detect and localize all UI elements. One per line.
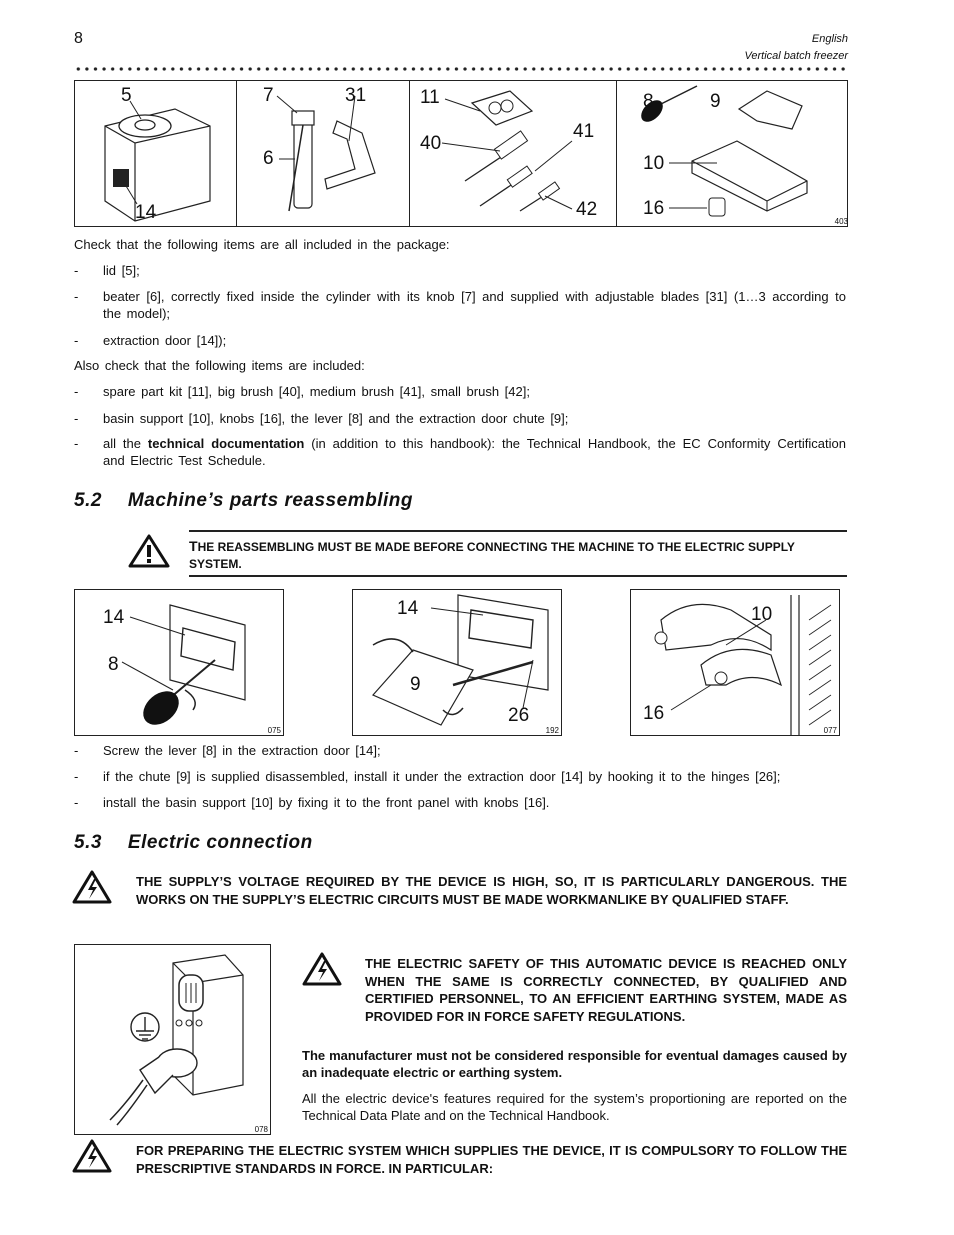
- figure-plug: [74, 944, 271, 1135]
- list-item: - all the technical documentation (in addition to this handbook): the Technical Handbook, the EC Conformity Certification and Electric Test Schedule.: [74, 436, 846, 468]
- manufacturer-note: The manufacturer must not be considered responsible for eventual damages caused by an inadequate electric or earthing system.: [302, 1048, 847, 1080]
- list-item: - lid [5];: [74, 263, 140, 278]
- package-intro: Check that the following items are all included in the package:: [74, 237, 450, 252]
- figure-chute: [352, 589, 562, 736]
- figure-label: 8: [108, 654, 119, 675]
- electric-hazard-icon: [302, 952, 342, 986]
- figure-label: 14: [135, 202, 157, 223]
- figure-label: 16: [643, 198, 665, 219]
- list-item: - extraction door [14]);: [74, 333, 227, 348]
- chute-illustration: [353, 590, 561, 735]
- figure-label: 26: [508, 705, 530, 726]
- list-item: - Screw the lever [8] in the extraction door [14];: [74, 743, 381, 758]
- figure-label: 6: [263, 148, 274, 169]
- reassembling-warning: THE REASSEMBLING MUST BE MADE BEFORE CONNECTING THE MACHINE TO THE ELECTRIC SUPPLY SYSTEM.: [189, 530, 847, 577]
- figure-label: 7: [263, 85, 274, 106]
- section-heading: 5.2 Machine’s parts reassembling: [74, 490, 413, 511]
- parts-figure: [74, 80, 848, 227]
- warning-triangle-icon: [128, 534, 170, 568]
- voltage-warning: THE SUPPLY’S VOLTAGE REQUIRED BY THE DEVICE IS HIGH, SO, IT IS PARTICULARLY DANGEROUS. THE WORKS ON THE SUPPLY’S ELECTRIC CIRCUITS MUST BE MADE WORKMANLIKE BY QUALIFIED STAFF.: [136, 874, 847, 907]
- package-intro-2: Also check that the following items are included:: [74, 358, 365, 373]
- figure-label: 42: [576, 199, 598, 220]
- list-item: - install the basin support [10] by fixing it to the front panel with knobs [16].: [74, 795, 550, 810]
- figure-label: 5: [121, 85, 132, 106]
- figure-basin-support: [630, 589, 840, 736]
- page-number: 8: [74, 30, 83, 47]
- electric-hazard-icon: [72, 870, 112, 904]
- figure-label: 14: [103, 607, 125, 628]
- figure-code: 075: [267, 726, 281, 735]
- figure-code: 078: [254, 1125, 268, 1134]
- figure-label: 10: [643, 153, 665, 174]
- figure-lever: [74, 589, 284, 736]
- features-note: All the electric device's features required for the system’s proportioning are reported on the Technical Data Plate and on the Technical Handbook.: [302, 1091, 847, 1123]
- header-language: English: [811, 33, 848, 45]
- figure-code: 403: [834, 217, 848, 226]
- section-heading: 5.3 Electric connection: [74, 832, 313, 853]
- figure-beater-panel: [237, 81, 410, 226]
- figure-brushes-panel: [410, 81, 617, 226]
- figure-label: 11: [420, 87, 440, 108]
- figure-label: 9: [710, 91, 721, 112]
- figure-label: 31: [345, 85, 367, 106]
- list-item: - if the chute [9] is supplied disassembled, install it under the extraction door [14] by hooking it to the hinges [26];: [74, 769, 781, 784]
- figure-label: 16: [643, 703, 665, 724]
- figure-label: 14: [397, 598, 419, 619]
- earthing-warning: THE ELECTRIC SAFETY OF THIS AUTOMATIC DEVICE IS REACHED ONLY WHEN THE SAME IS CORRECTLY CONNECTED, BY QUALIFIED AND CERTIFIED PERSONNEL, TO AN EFFICIENT EARTHING SYSTEM, MADE AS PROVIDED FOR IN FORCE SAFETY REGULATIONS.: [365, 956, 847, 1024]
- figure-code: 077: [823, 726, 837, 735]
- electric-hazard-icon: [72, 1139, 112, 1173]
- list-item: - beater [6], correctly fixed inside the cylinder with its knob [7] and supplied with adjustable blades [31] (1…3 according to the model);: [74, 289, 846, 321]
- figure-lid-panel: [75, 81, 237, 226]
- list-item: - basin support [10], knobs [16], the lever [8] and the extraction door chute [9];: [74, 411, 569, 426]
- figure-label: 10: [751, 604, 773, 625]
- list-item: - spare part kit [11], big brush [40], medium brush [41], small brush [42];: [74, 384, 530, 399]
- figure-label: 41: [573, 121, 595, 142]
- figure-code: 192: [545, 726, 559, 735]
- standards-warning: FOR PREPARING THE ELECTRIC SYSTEM WHICH SUPPLIES THE DEVICE, IT IS COMPULSORY TO FOLLOW THE PRESCRIPTIVE STANDARDS IN FORCE. IN PARTICULAR:: [136, 1143, 847, 1176]
- dotted-rule: [74, 67, 848, 71]
- header-product: Vertical batch freezer: [744, 50, 848, 62]
- figure-label: 9: [410, 674, 421, 695]
- running-header: [744, 31, 848, 65]
- figure-label: 8: [643, 91, 654, 112]
- plug-socket-illustration: [75, 945, 270, 1134]
- figure-accessories-panel: [617, 81, 850, 226]
- figure-label: 40: [420, 133, 442, 154]
